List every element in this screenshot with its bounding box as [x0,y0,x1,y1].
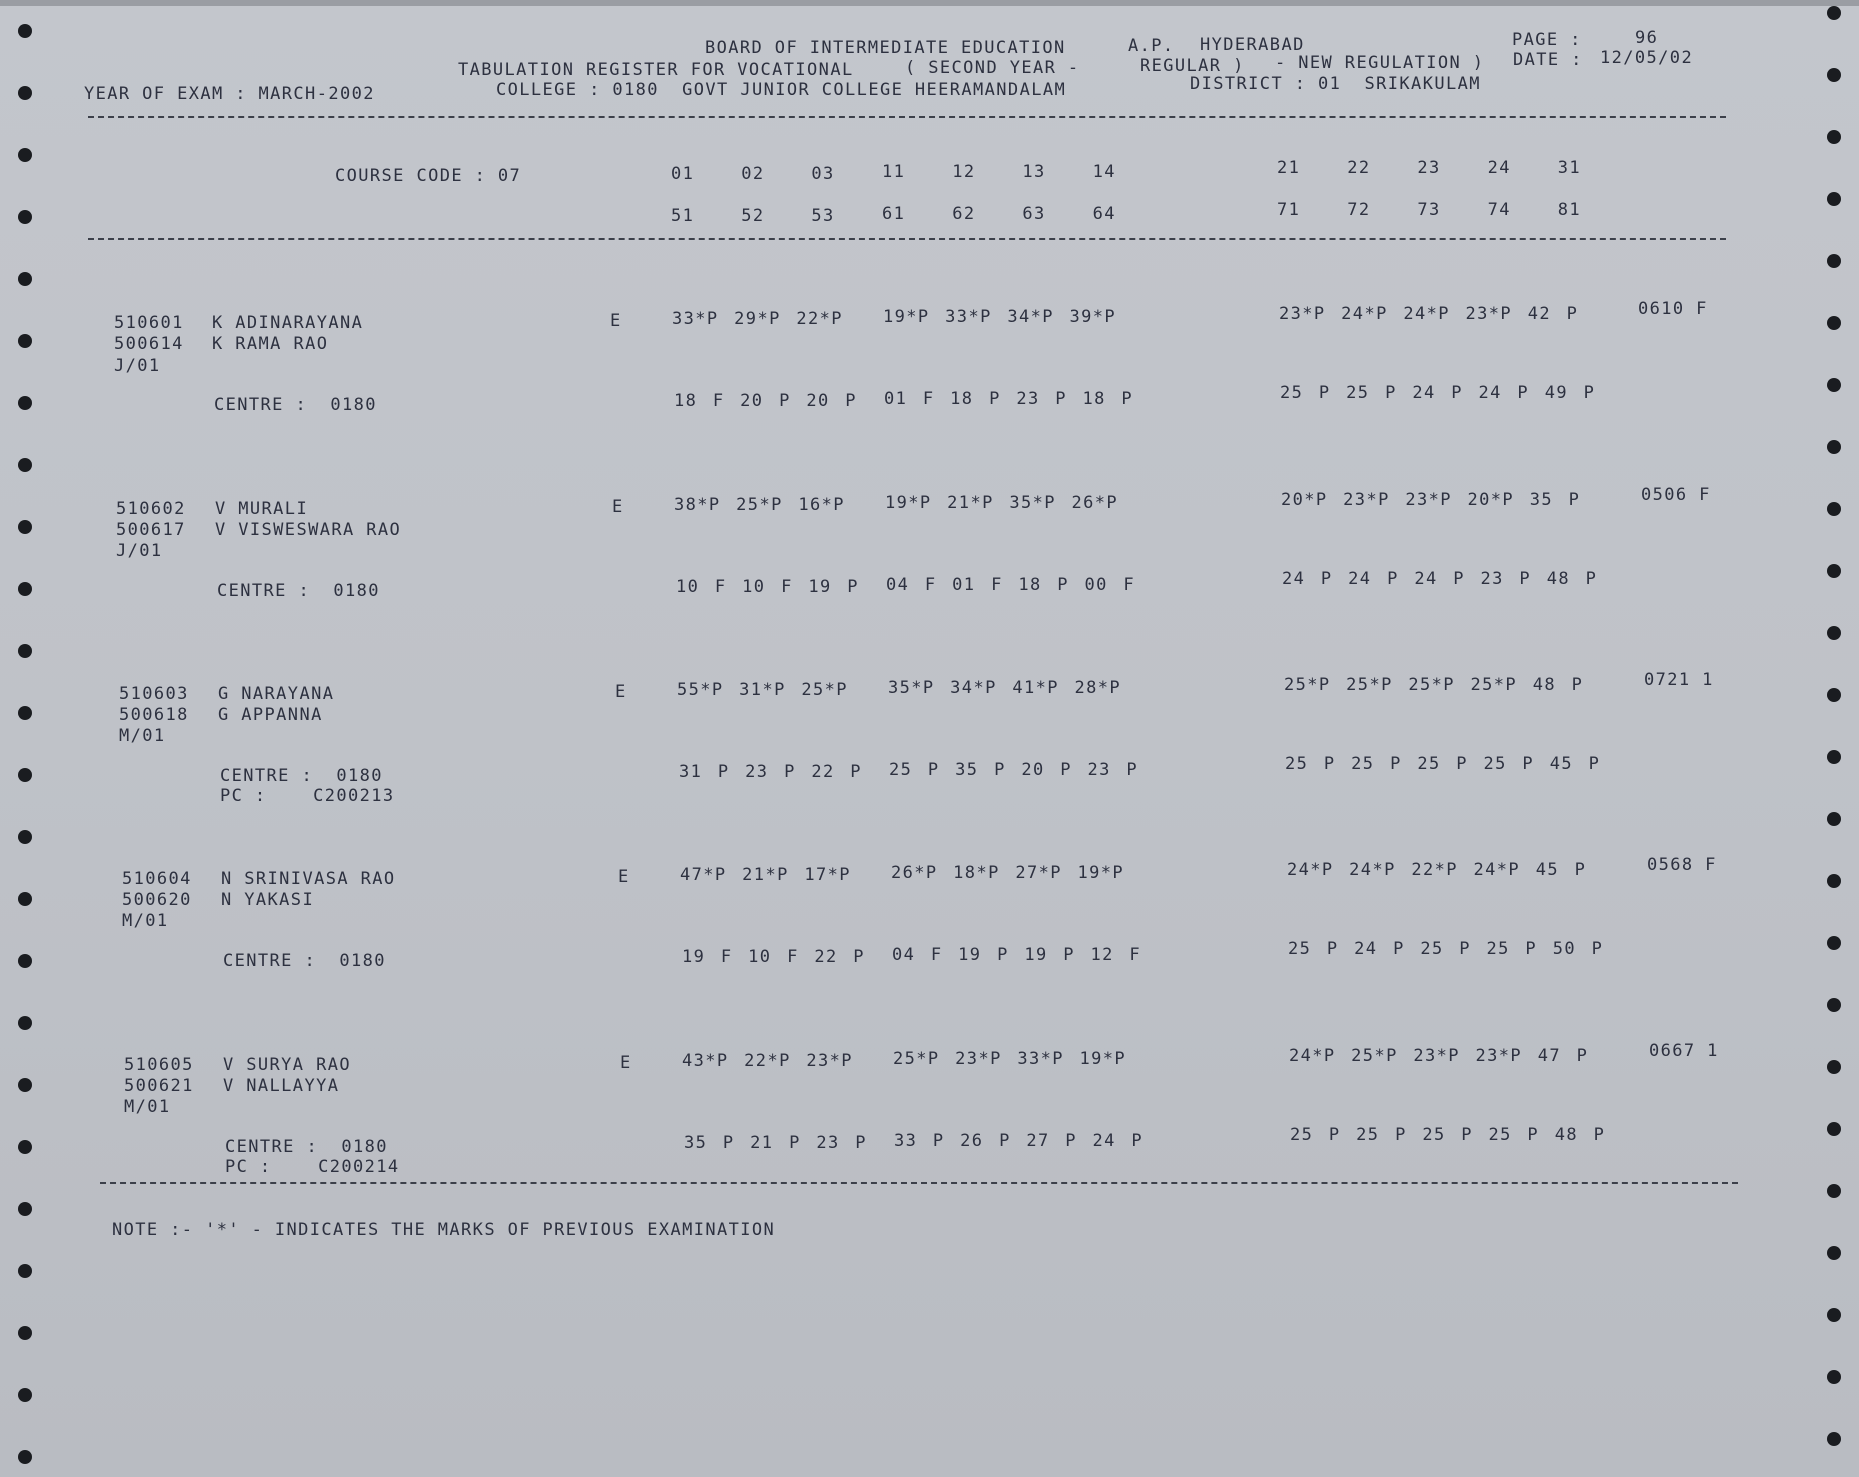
subject-codes-row2-group2: 61 62 63 64 [882,204,1116,224]
second-year-marks-group1: 18 F 20 P 20 P [674,391,857,411]
second-year-marks-group3: 25 P 25 P 25 P 25 P 48 P [1290,1125,1606,1145]
hall-ticket: 510605 [124,1055,194,1075]
category: M/01 [119,726,166,746]
subject-codes-row1-group2: 11 12 13 14 [882,162,1116,182]
medium: E [610,311,622,331]
hall-ticket: 510604 [122,869,192,889]
second-year-marks-group1: 19 F 10 F 22 P [682,947,865,967]
second-year-marks-group2: 25 P 35 P 20 P 23 P [889,760,1139,780]
right-tractor-holes [1819,0,1849,1477]
reg-number: 500614 [114,334,184,354]
pc-code: PC : C200213 [220,786,395,806]
reg-number: 500617 [116,520,186,540]
first-year-marks-group3: 24*P 25*P 23*P 23*P 47 P [1289,1046,1589,1066]
hall-ticket: 510602 [116,499,186,519]
reg-number: 500621 [124,1076,194,1096]
centre: CENTRE : 0180 [223,951,386,971]
medium: E [618,867,630,887]
college-info: COLLEGE : 0180 GOVT JUNIOR COLLEGE HEERAMANDALAM [496,80,1067,100]
page-number: 96 [1635,28,1659,48]
first-year-marks-group1: 55*P 31*P 25*P [677,680,848,700]
first-year-marks-group3: 20*P 23*P 23*P 20*P 35 P [1281,490,1581,510]
first-year-marks-group1: 33*P 29*P 22*P [672,309,843,329]
second-year-marks-group1: 31 P 23 P 22 P [679,762,862,782]
total-result: 0568 F [1647,855,1717,875]
left-tractor-holes [10,0,40,1477]
medium: E [620,1053,632,1073]
second-year-marks-group2: 04 F 19 P 19 P 12 F [892,945,1142,965]
regular-label: REGULAR ) [1140,56,1245,76]
print-date: 12/05/02 [1600,48,1694,68]
medium: E [615,682,627,702]
year-of-exam: YEAR OF EXAM : MARCH-2002 [84,84,375,104]
category: J/01 [116,541,163,561]
page-label: PAGE : [1512,30,1582,50]
first-year-marks-group1: 38*P 25*P 16*P [674,495,845,515]
date-label: DATE : [1513,50,1583,70]
hall-ticket: 510601 [114,313,184,333]
father-name: N YAKASI [221,890,315,910]
total-result: 0721 1 [1644,670,1714,690]
father-name: V VISWESWARA RAO [215,520,402,540]
second-year-marks-group3: 25 P 25 P 25 P 25 P 45 P [1285,754,1601,774]
first-year-marks-group2: 19*P 21*P 35*P 26*P [885,493,1119,513]
first-year-marks-group2: 25*P 23*P 33*P 19*P [893,1049,1127,1069]
father-name: V NALLAYYA [223,1076,340,1096]
reg-number: 500620 [122,890,192,910]
subject-codes-row1-group3: 21 22 23 24 31 [1277,158,1582,178]
subject-codes-row2-group3: 71 72 73 74 81 [1277,200,1582,220]
centre: CENTRE : 0180 [220,766,383,786]
second-year-marks-group2: 33 P 26 P 27 P 24 P [894,1131,1144,1151]
category: M/01 [122,911,169,931]
centre: CENTRE : 0180 [217,581,380,601]
centre: CENTRE : 0180 [225,1137,388,1157]
footer-rule [100,1182,1738,1184]
student-name: N SRINIVASA RAO [221,869,396,889]
course-rule [88,238,1726,240]
subject-codes-row2-group1: 51 52 53 [671,206,835,226]
state-label: A.P. [1128,36,1175,56]
board-title: BOARD OF INTERMEDIATE EDUCATION [705,38,1066,58]
first-year-marks-group1: 43*P 22*P 23*P [682,1051,853,1071]
second-year-marks-group2: 01 F 18 P 23 P 18 P [884,389,1134,409]
second-year-marks-group1: 35 P 21 P 23 P [684,1133,867,1153]
first-year-marks-group2: 35*P 34*P 41*P 28*P [888,678,1122,698]
second-year-marks-group1: 10 F 10 F 19 P [676,577,859,597]
regulation-label: - NEW REGULATION ) [1275,53,1485,73]
student-name: K ADINARAYANA [212,313,364,333]
total-result: 0610 F [1638,299,1708,319]
reg-number: 500618 [119,705,189,725]
first-year-marks-group1: 47*P 21*P 17*P [680,865,851,885]
second-year-marks-group2: 04 F 01 F 18 P 00 F [886,575,1136,595]
father-name: G APPANNA [218,705,323,725]
total-result: 0506 F [1641,485,1711,505]
student-name: V SURYA RAO [223,1055,351,1075]
total-result: 0667 1 [1649,1041,1719,1061]
student-name: V MURALI [215,499,309,519]
student-name: G NARAYANA [218,684,335,704]
hall-ticket: 510603 [119,684,189,704]
first-year-marks-group2: 19*P 33*P 34*P 39*P [883,307,1117,327]
first-year-marks-group3: 25*P 25*P 25*P 25*P 48 P [1284,675,1584,695]
header-rule [88,116,1726,118]
second-year-marks-group3: 25 P 24 P 25 P 25 P 50 P [1288,939,1604,959]
second-year-marks-group3: 24 P 24 P 24 P 23 P 48 P [1282,569,1598,589]
footnote: NOTE :- '*' - INDICATES THE MARKS OF PREVIOUS EXAMINATION [112,1220,776,1240]
register-title: TABULATION REGISTER FOR VOCATIONAL [458,60,854,80]
year-part: ( SECOND YEAR - [905,58,1080,78]
category: M/01 [124,1097,171,1117]
category: J/01 [114,356,161,376]
pc-code: PC : C200214 [225,1157,400,1177]
centre: CENTRE : 0180 [214,395,377,415]
second-year-marks-group3: 25 P 25 P 24 P 24 P 49 P [1280,383,1596,403]
district-info: DISTRICT : 01 SRIKAKULAM [1190,74,1481,94]
city-label: HYDERABAD [1200,35,1305,55]
medium: E [612,497,624,517]
first-year-marks-group3: 24*P 24*P 22*P 24*P 45 P [1287,860,1587,880]
first-year-marks-group2: 26*P 18*P 27*P 19*P [891,863,1125,883]
course-code: COURSE CODE : 07 [335,166,522,186]
subject-codes-row1-group1: 01 02 03 [671,164,835,184]
first-year-marks-group3: 23*P 24*P 24*P 23*P 42 P [1279,304,1579,324]
father-name: K RAMA RAO [212,334,329,354]
top-edge [0,0,1859,6]
